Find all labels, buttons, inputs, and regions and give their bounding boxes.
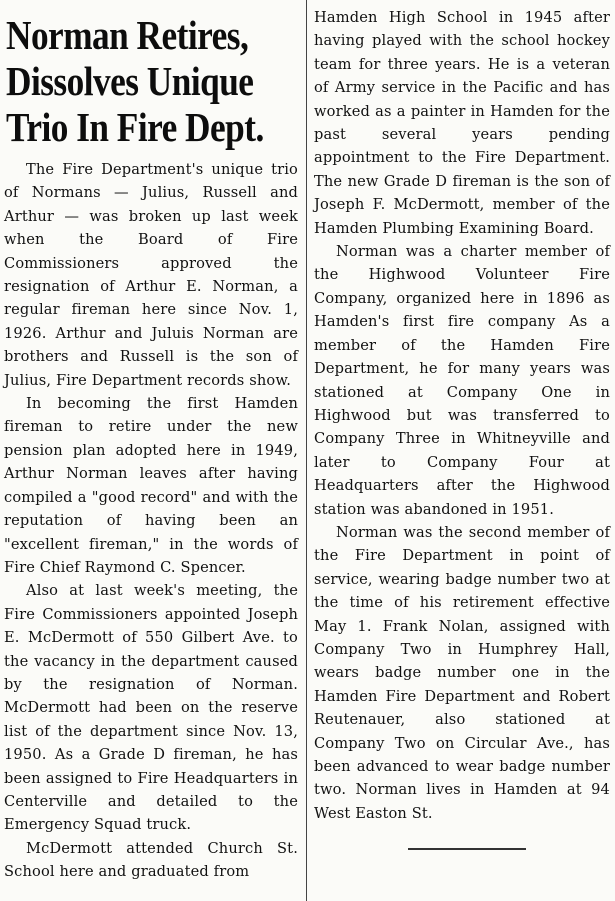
paragraph-charter-member: Norman was a charter member of the Highwood Volunteer Fire Company, organized here in 1896 as Hamden's first fire company As a member of the Hamden Fire Department, he for many years was stationed at Company One in Highwood but was transferred to Company Three in Whitneyville and later to Company Four at Headquarters after the Highwood station was abandoned in 1951. <box>314 243 610 518</box>
headline <box>6 12 298 150</box>
headline-line-1: Norman Retires, <box>6 12 249 58</box>
paragraph-mcdermott-continued: Hamden High School in 1945 after having played with the school hockey team for three years. He is a veteran of Army service in the Pacific and has worked as a painter in Hamden for the past several years pending appointment to the Fire Department. The new Grade D fireman is the son of Joseph F. McDermott, member of the Hamden Plumbing Examining Board. <box>314 9 610 237</box>
paragraph-mcdermott-start: McDermott attended Church St. School here and graduated from <box>4 839 298 881</box>
paragraph-appointment: Also at last week's meeting, the Fire Commissioners appointed Joseph E. McDermott of 550 Gilbert Ave. to the vacancy in the department caused by the resignation of Norman. McDermott had been on the reserve list of the department since Nov. 13, 1950. As a Grade D fireman, he has been assigned to Fire Headquarters in Centerville and detailed to the Emergency Squad truck. <box>4 582 298 834</box>
end-of-article-rule <box>408 848 526 850</box>
headline-line-3: Trio In Fire Dept. <box>6 104 264 150</box>
column-divider <box>306 0 307 901</box>
paragraph-intro: The Fire Department's unique trio of Normans — Julius, Russell and Arthur — was broken up last week when the Board of Fire Commissioners approved the resignation of Arthur E. Norman, a regular fireman here since Nov. 1, 1926. Arthur and Juluis Norman are brothers and Russell is the son of Julius, Fire Department records show. <box>4 161 298 389</box>
headline-line-2: Dissolves Unique <box>6 58 254 104</box>
paragraph-retirement: In becoming the first Hamden fireman to retire under the new pension plan adopted here in 1949, Arthur Norman leaves after having compiled a "good record" and with the reputation of having been an "excellent fireman," in the words of Fire Chief Raymond C. Spencer. <box>4 395 298 576</box>
paragraph-badge: Norman was the second member of the Fire Department in point of service, wearing badge number two at the time of his retirement effective May 1. Frank Nolan, assigned with Company Two in Humphrey Hall, wears badge number one in the Hamden Fire Department and Robert Reutenauer, also stationed at Company Two on Circular Ave., has been advanced to wear badge number two. Norman lives in Hamden at 94 West Easton St. <box>314 523 610 822</box>
right-column <box>314 6 610 825</box>
left-column <box>4 6 298 884</box>
